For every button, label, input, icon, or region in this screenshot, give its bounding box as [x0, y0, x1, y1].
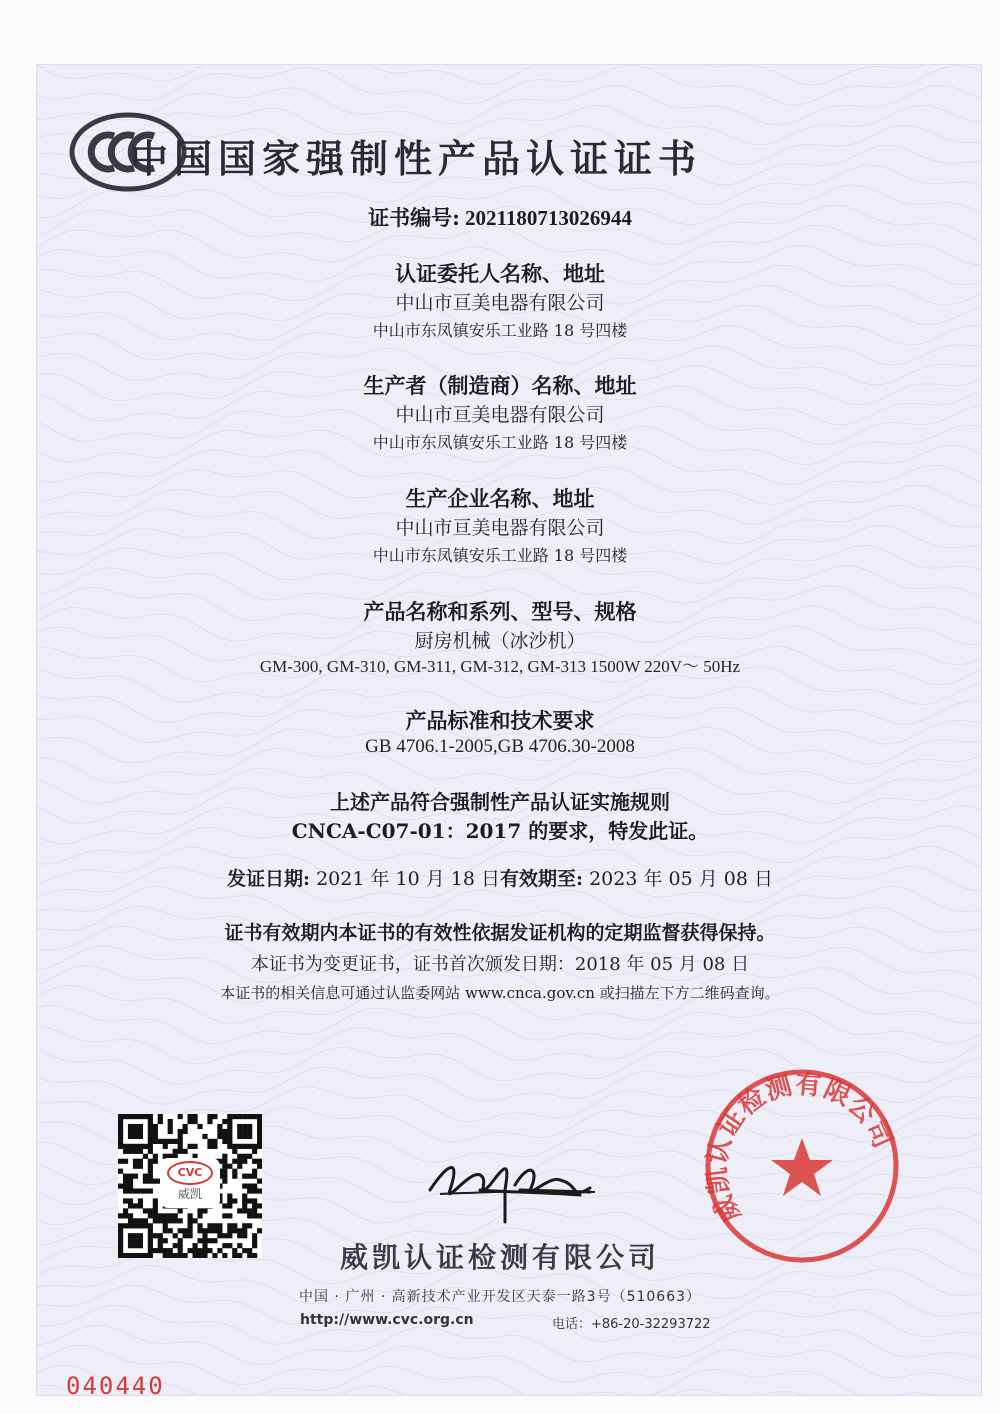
product-models: GM-300, GM-310, GM-311, GM-312, GM-313 1500W 220V～ 50Hz	[259, 657, 741, 676]
manufacturer-address: 中山市东凤镇安乐工业路 18 号四楼	[372, 433, 628, 452]
applicant-heading: 认证委托人名称、地址	[395, 261, 605, 286]
certificate-title: 中国国家强制性产品认证证书	[130, 137, 703, 181]
factory-heading: 生产企业名称、地址	[405, 486, 595, 511]
info-note: 本证书的相关信息可通过认监委网站 www.cnca.gov.cn 或扫描左下方二维码查询。	[220, 984, 780, 1002]
product-heading: 产品名称和系列、型号、规格	[363, 599, 637, 624]
manufacturer-heading: 生产者（制造商）名称、地址	[363, 373, 637, 398]
validity-note: 证书有效期内本证书的有效性依据发证机构的定期监督获得保持。	[224, 922, 776, 944]
issue-date-label: 发证日期:	[227, 868, 311, 890]
date-line	[0, 864, 1000, 891]
product-name: 厨房机械（冰沙机）	[414, 630, 586, 652]
factory-address: 中山市东凤镇安乐工业路 18 号四楼	[372, 546, 628, 565]
valid-until-date: 2023 年 05 月 08 日	[589, 868, 773, 890]
certificate-number: 2021180713026944	[465, 206, 632, 230]
conformity-line-1: 上述产品符合强制性产品认证实施规则	[330, 790, 670, 814]
issuer-address: 中国 · 广州 · 高新技术产业开发区天泰一路3号（510663）	[298, 1289, 702, 1305]
certificate-number-line	[0, 202, 1000, 232]
cvc-logo-text: CVC	[167, 1161, 213, 1185]
standards-heading: 产品标准和技术要求	[405, 708, 595, 733]
issue-date: 2021 年 10 月 18 日	[316, 868, 500, 890]
valid-until-label: 有效期至:	[500, 868, 584, 890]
change-note: 本证书为变更证书，证书首次颁发日期：2018 年 05 月 08 日	[250, 954, 750, 975]
qr-center-logo	[160, 1158, 220, 1208]
issuer-name: 威凯认证检测有限公司	[339, 1241, 660, 1274]
applicant-address: 中山市东凤镇安乐工业路 18 号四楼	[372, 321, 628, 340]
issuer-url[interactable]: http://www.cvc.org.cn	[300, 1312, 474, 1328]
issuer-phone: 电话：+86-20-32293722	[552, 1317, 711, 1332]
manufacturer-name: 中山市亘美电器有限公司	[395, 404, 605, 426]
handwritten-signature	[420, 1130, 600, 1230]
certificate-number-label: 证书编号:	[368, 205, 460, 230]
standards-list: GB 4706.1-2005,GB 4706.30-2008	[365, 736, 635, 757]
applicant-name: 中山市亘美电器有限公司	[395, 292, 605, 314]
cvc-logo-subtext: 威凯	[177, 1187, 202, 1201]
seal-star-icon	[771, 1138, 833, 1196]
factory-name: 中山市亘美电器有限公司	[395, 517, 605, 539]
conformity-line-2: CNCA-C07-01：2017 的要求，特发此证。	[291, 819, 709, 843]
seal-text: 威凯认证检测有限公司	[702, 1069, 898, 1228]
serial-number: 040440	[66, 1372, 165, 1400]
